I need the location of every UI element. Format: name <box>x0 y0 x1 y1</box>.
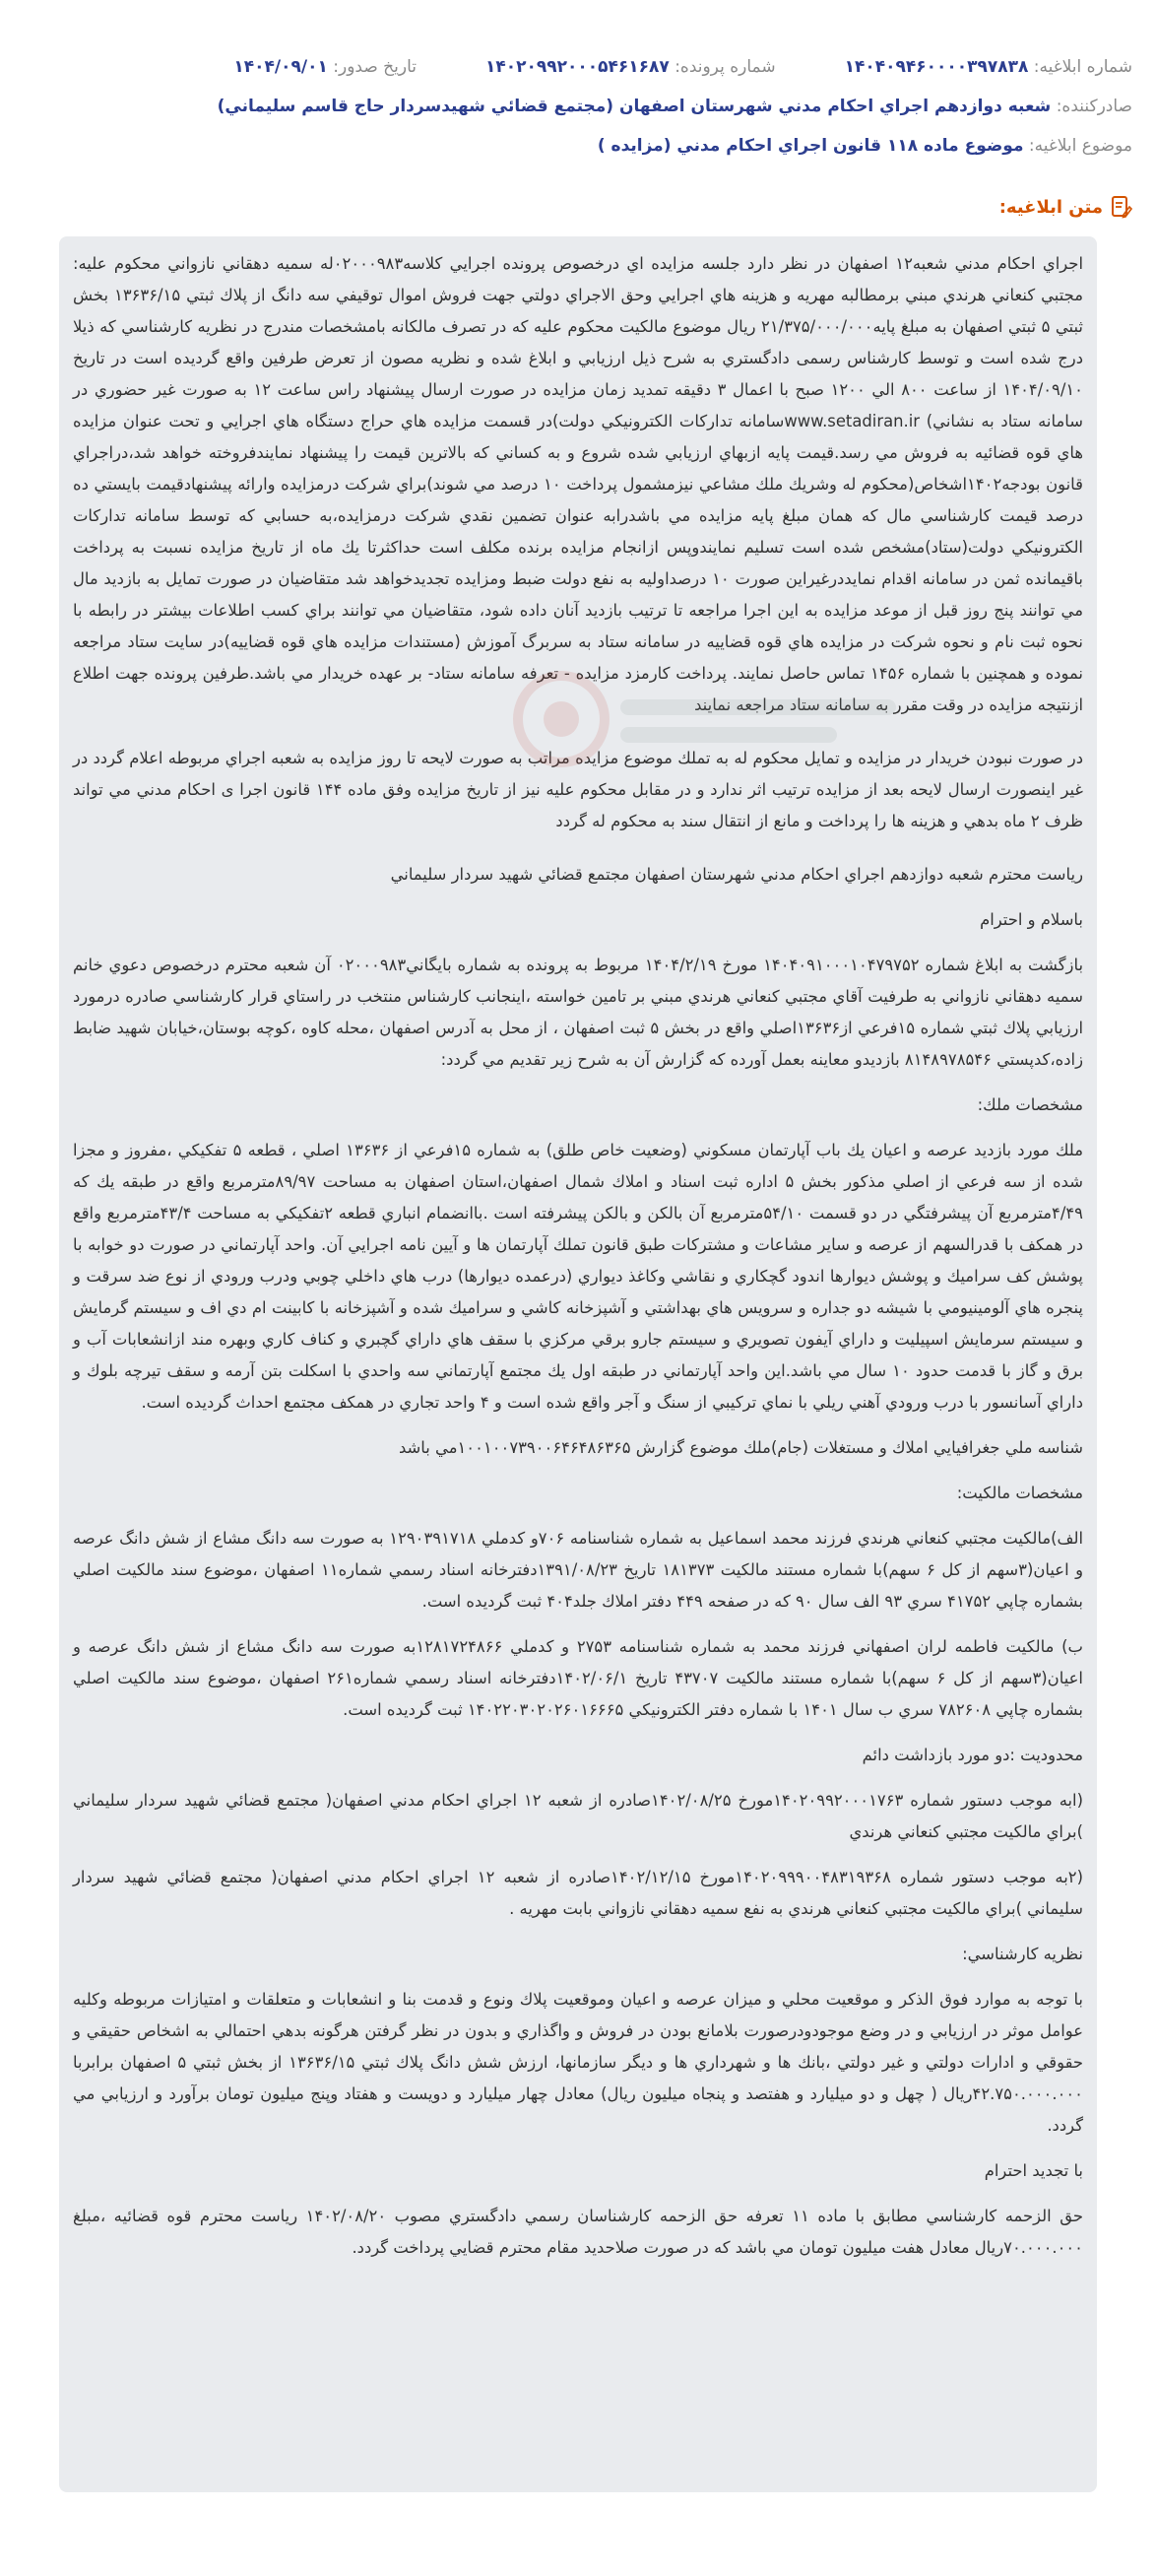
notice-number-value: ۱۴۰۴۰۹۴۶۰۰۰۰۳۹۷۸۳۸ <box>844 57 1029 77</box>
paragraph-opinion: با توجه به موارد فوق الذكر و موقعيت محلي و ميزان عرصه و اعيان وموقعيت پلاك ونوع و قدمت بنا و انشعابات و متعلقات و امتيازات مربوطه وكليه عوامل موثر در ارزيابي و در وضع موجودودرصورت بلامانع بودن در فروش و واگذاري و بدون در نظر گرفتن هرگونه بدهي احتمالي به اشخاص حقيقي و حقوقي و ادارات دولتي و غير دولتي ،بانك ها و شهرداري ها و ديگر سازمانها، ارزش شش دانگ پلاك ثبتي ۱۳۶۳۶/۱۵ از بخش ثبتي ۵ اصفهان برابربا ۴۲.۷۵۰.۰۰۰.۰۰۰ريال ( چهل و دو ميليارد و هفتصد و پنجاه ميليون ريال) معادل چهار ميليارد و دويست و هفتاد وپنج ميليون تومان برآورد و ارزيابي مي گردد. <box>73 1990 1083 2135</box>
paragraph-ownership-b: ب) مالكيت فاطمه لران اصفهاني فرزند محمد به شماره شناسنامه ۲۷۵۳ و كدملي ۱۲۸۱۷۲۴۸۶۶به صورت سه دانگ مشاع از شش دانگ عرصه و اعيان(۳سهم از كل ۶ سهم)با شماره مستند مالكيت ۴۳۷۰۷ تاريخ ۱۴۰۲/۰۶/۱دفترخانه اسناد رسمي شماره۲۶۱ اصفهان ،موضوع سند مالكيت اصلي بشماره چاپي ۷۸۲۶۰۸ سري ب سال ۱۴۰۱ با شماره دفتر الكترونيكي ۱۴۰۲۲۰۳۰۲۰۲۶۰۱۶۶۶۵ ثبت گرديده است. <box>73 1637 1083 1719</box>
paragraph-no-buyer: در صورت نبودن خريدار در مزايده و تمايل محكوم له به تملك موضوع مزايده مراتب به صورت لايحه تا روز مزايده به شعبه اجراي مربوطه اعلام گردد در غير اينصورت ارسال لايحه بعد از مزايده ترتيب اثر ندارد و در مقابل محكوم عليه نيز از تاريخ مزايده وفق ماده ۱۴۴ قانون اجرا ی احكام مدني مي تواند ظرف ۲ ماه بدهي و هزينه ها را پرداخت و مانع از انتقال سند به محكوم له گردد <box>73 749 1084 830</box>
paragraph-ownership-heading: مشخصات مالكيت: <box>956 1484 1083 1502</box>
paragraph-opinion-heading: نظريه كارشناسي: <box>962 1945 1083 1963</box>
issue-date-label: تاريخ صدور: <box>333 57 417 77</box>
subject-label: موضوع ابلاغيه: <box>1028 136 1132 156</box>
issuer-value: شعبه دوازدهم اجراي احکام مدني شهرستان اصفهان (مجتمع قضائي شهيدسردار حاج قاسم سليماني) <box>217 97 1052 116</box>
meta-row-numbers <box>24 47 1132 87</box>
paragraph-fee: حق الزحمه كارشناسي مطابق با ماده ۱۱ تعرفه حق الزحمه كارشناسان رسمي دادگستري مصوب ۱۴۰۲/۰۸/۲۰ رياست محترم قوه قضائيه ،مبلغ ۷۰.۰۰۰.۰۰۰ريال معادل هفت ميليون تومان مي باشد كه در صورت صلاحديد مقام محترم قضايي پرداخت گردد. <box>73 2207 1084 2257</box>
notice-body <box>59 236 1097 2492</box>
meta-row-subject <box>24 126 1132 165</box>
notice-text-heading <box>999 195 1132 219</box>
paragraph-greeting: باسلام و احترام <box>980 910 1083 929</box>
case-number <box>485 47 776 87</box>
notice-number <box>845 47 1132 87</box>
issue-date-value: ۱۴۰۴/۰۹/۰۱ <box>233 57 328 77</box>
paragraph-auction: اجراي احكام مدني شعبه۱۲ اصفهان در نظر دارد جلسه مزايده اي درخصوص پرونده اجرايي كلاسه۰۲۰۰۰۹۸۳له سميه دهقاني نازواني محكوم عليه: مجتبي كنعاني هرندي مبني برمطالبه مهريه و هزينه هاي اجرايي وحق الاجراي دولتي جهت فروش اموال توقيفي سه دانگ از پلاك ثبتي ۱۳۶۳۶/۱۵ بخش ثبتي ۵ ثبتي اصفهان به مبلغ پايه۲۱/۳۷۵/۰۰۰/۰۰۰ ريال موضوع مالكيت محكوم عليه كه در تصرف مالكانه بامشخصات مندرج در نظريه كارشناسي كه ذيلا درج شده است و توسط كارشناس رسمی دادگستري به شرح ذيل ارزيابي و ابلاغ شده و نظريه مصون از تعرض طرفين واقع گرديده است در تاريخ ۱۴۰۴/۰۹/۱۰ از ساعت ۸۰۰ الي ۱۲۰۰ صبح با اعمال ۳ دقيقه تمديد زمان مزايده در صورت ارسال پيشنهاد راس ساعت ۱۲ به صورت غير حضوري در سامانه ستاد به نشاني) www.setadiran.irسامانه تداركات الكترونيكي دولت)در قسمت مزايده هاي حراج دستگاه هاي اجرايي و تحت عنوان مزايده هاي قوه قضائيه به فروش مي رسد.قيمت پايه ازبهاي ارزيابي شده شروع و به كساني كه بالاترين قيمت را پيشنهاد نمايندفروخته خواهد شد،دراجراي قانون بودجه۱۴۰۲اشخاص(محكوم له وشريك ملك مشاعي نيزمشمول پرداخت ۱۰ درصد مي شوند)براي شركت درمزايده وارائه پيشنهادقيمت بايستي ده درصد قيمت كارشناسي مال كه همان مبلغ پايه مزايده مي باشدرابه عنوان تضمين نقدي شركت درمزايده،به حسابي كه توسط سامانه تداركات الكترونيكي دولت(ستاد)مشخص شده است تسليم نمايندوپس ازانجام مزايده برنده مكلف است حداكثرتا يك ماه از تاريخ مزايده نسبت به پرداخت باقيمانده ثمن در سامانه اقدام نمايددرغيراين صورت ۱۰ درصداوليه به نفع دولت ضبط ومزايده تجديدخواهد شد متقاضيان در صورت تمايل به بازديد مال مي توانند پنج روز قبل از موعد مزايده به اين اجرا مراجعه تا ترتيب بازديد آنان داده شود، متقاضيان مي توانند براي كسب اطلاعات بيشتر در رابطه با نحوه ثبت نام و نحوه شركت در مزايده هاي قوه قضاييه در سامانه ستاد به سربرگ آموزش (مستندات مزايده هاي قوه قضاييه)در سايت ستاد مراجعه نموده و همچنين با شماره ۱۴۵۶ تماس حاصل نمايند. پرداخت كارمزد مزايده - تعرفه سامانه ستاد- بر عهده خريدار مي باشد.طرفين پرونده جهت اطلاع ازنتيجه مزايده در وقت مقرر به سامانه ستاد مراجعه نمايند <box>73 254 1083 714</box>
case-number-value: ۱۴۰۲۰۹۹۲۰۰۰۵۴۶۱۶۸۷ <box>485 57 670 77</box>
paragraph-ownership-a: الف)مالكيت مجتبي كنعاني هرندي فرزند محمد اسماعيل به شماره شناسنامه ۷۰۶و كدملي ۱۲۹۰۳۹۱۷۱۸ به صورت سه دانگ مشاع از شش دانگ عرصه و اعيان(۳سهم از كل ۶ سهم)با شماره مستند مالكيت ۱۸۱۳۷۳ تاريخ ۱۳۹۱/۰۸/۲۳دفترخانه اسناد رسمي شماره۱۱ اصفهان ،موضوع سند مالكيت اصلي بشماره چاپي ۴۱۷۵۲ سري ۹۳ الف سال ۹۰ كه در صفحه ۴۴۹ دفتر املاك جلد۴۰۴ ثبت گرديده است. <box>73 1529 1084 1611</box>
notice-body-text <box>59 236 1097 2264</box>
paragraph-property-details: ملك مورد بازديد عرصه و اعيان يك باب آپارتمان مسكوني (وضعيت خاص طلق) به شماره ۱۵فرعي از ۱۳۶۳۶ اصلي ، قطعه ۵ تفكيكي ،مفروز و مجزا شده از سه فرعي از اصلي مذكور بخش ۵ اداره ثبت اسناد و املاك شمال اصفهان،استان اصفهان به مساحت ۸۹/۹۷مترمربع واقع در طبقه يك كه ۴/۴۹مترمربع آن پيشرفتگي در دو قسمت ۵۴/۱۰مترمربع آن بالكن و بالكن پيشرفته است .باانضمام انباري قطعه ۲تفكيكي به مساحت ۴۳/۴مترمربع واقع در همكف با قدرالسهم از عرصه و ساير مشاعات و مشتركات طبق قانون تملك آپارتمان ها و آيين نامه اجرايي آن. واحد آپارتماني در صورت دو خوابه با پوشش كف سراميك و پوشش ديوارها اندود گچكاري و نقاشي وكاغذ ديواري (درعمده ديوارها) درب هاي داخلي چوبي ودرب ورودي از نوع ضد سرقت و پنجره هاي آلومينيومي با شيشه دو جداره و سرويس هاي بهداشتي و آشپزخانه كاشي و سراميك شده و آشپزخانه با كابينت ام دي اف و سيستم گرمايش و سيستم سرمايش اسپيليت و داراي آيفون تصويري و سيستم جارو برقي مركزي با سقف هاي داراي گچبري و كناف كاري وبهره مند ازانشعابات آب و برق و گاز با قدمت حدود ۱۰ سال مي باشد.اين واحد آپارتماني در طبقه اول يك مجتمع آپارتماني سه واحدي با اسكلت بتن آرمه و سقف تيرچه بلوك و داراي آسانسور با درب ورودي آهني ريلي با نماي تركيبي از سنگ و آجر واقع شده است و ۴ واحد تجاري در همكف مجتمع احداث گرديده است. <box>73 1141 1084 1412</box>
paragraph-property-heading: مشخصات ملك: <box>977 1095 1083 1114</box>
paragraph-addressee: رياست محترم شعبه دوازدهم اجراي احكام مدني شهرستان اصفهان مجتمع قضائي شهيد سردار سليماني <box>390 865 1083 884</box>
issue-date <box>233 47 417 87</box>
paragraph-regards: با تجديد احترام <box>984 2161 1083 2180</box>
notice-meta <box>0 47 1156 165</box>
paragraph-restriction-2: (۲به موجب دستور شماره ۱۴۰۲۰۹۹۹۰۰۴۸۳۱۹۳۶۸مورخ ۱۴۰۲/۱۲/۱۵صادره از شعبه ۱۲ اجراي احكام مدني اصفهان( مجتمع قضائي شهيد سردار سليماني )براي مالكيت مجتبي كنعاني هرندي به نفع سميه دهقاني نازواني بابت مهريه . <box>73 1868 1084 1918</box>
meta-row-issuer <box>24 87 1132 126</box>
notice-text-title: متن ابلاغيه: <box>998 196 1103 218</box>
paragraph-geo-id: شناسه ملي جغرافيايي املاك و مستغلات (جام)ملك موضوع گزارش ۱۰۰۱۰۰۷۳۹۰۰۶۴۶۴۸۶۳۶۵مي باشد <box>398 1438 1083 1457</box>
paragraph-restrictions-heading: محدوديت :دو مورد بازداشت دائم <box>862 1746 1083 1764</box>
paragraph-reference: بازگشت به ابلاغ شماره ۱۴۰۴۰۹۱۰۰۰۱۰۴۷۹۷۵۲ مورخ ۱۴۰۴/۲/۱۹ مربوط به پرونده به شماره بايگاني۰۲۰۰۰۹۸۳ آن شعبه محترم درخصوص دعوي خانم سميه دهقاني نازواني به طرفيت آقاي مجتبي كنعاني هرندي مبني بر تامين خواسته ،اينجانب كارشناس منتخب در راستاي قرار كارشناسي صادره درمورد ارزيابي پلاك ثبتي شماره ۱۵فرعي از۱۳۶۳۶اصلي واقع در بخش ۵ ثبت اصفهان ، از محل به آدرس اصفهان ،محله كاوه ،كوچه بوستان،خيابان شهيد ضابط زاده،كدپستي ۸۱۴۸۹۷۸۵۴۶ بازديدو معاينه بعمل آورده كه گزارش آن به شرح زير تقديم مي گردد: <box>73 956 1084 1069</box>
document-edit-icon <box>1111 195 1132 219</box>
notice-number-label: شماره ابلاغيه: <box>1033 57 1132 77</box>
issuer-label: صادرکننده: <box>1056 97 1132 116</box>
subject-value: موضوع ماده ۱۱۸ قانون اجراي احكام مدني (مزايده ) <box>597 136 1024 156</box>
paragraph-restriction-1: (ابه موجب دستور شماره ۱۴۰۲۰۹۹۲۰۰۰۱۷۶۳مورخ ۱۴۰۲/۰۸/۲۵صادره از شعبه ۱۲ اجراي احكام مدني اصفهان( مجتمع قضائي شهيد سردار سليماني )براي مالكيت مجتبي كنعاني هرندي <box>73 1791 1084 1841</box>
case-number-label: شماره پرونده: <box>674 57 776 77</box>
